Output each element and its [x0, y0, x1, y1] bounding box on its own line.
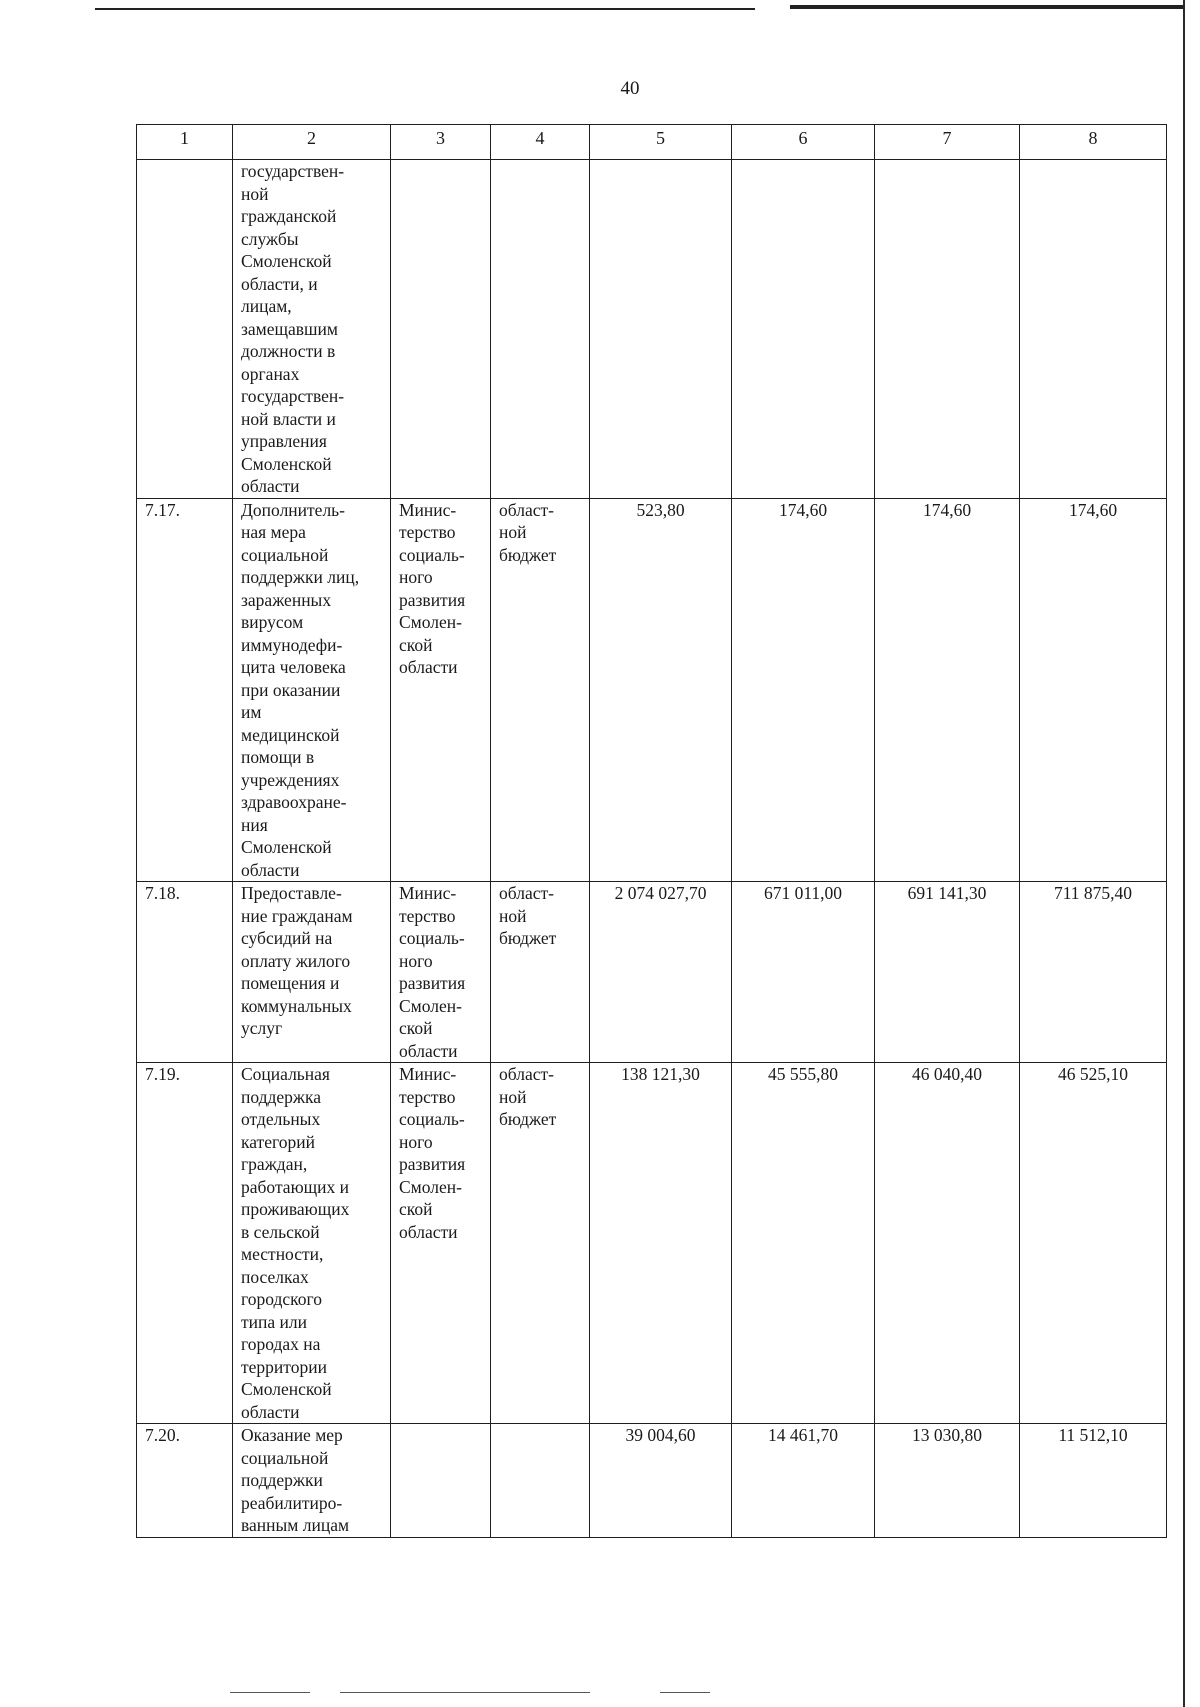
measure-name-line: Смоленской — [241, 251, 332, 271]
measure-name-line: иммунодефи- — [241, 634, 343, 655]
executor — [391, 882, 491, 1063]
measure-name-line: городского — [241, 1289, 323, 1309]
executor-line: ской — [399, 1018, 433, 1038]
scan-top-line-right — [790, 5, 1185, 9]
page-number: 40 — [620, 78, 640, 99]
measure-name-line: Предоставле- — [241, 883, 342, 903]
table-row — [137, 1063, 1167, 1424]
scan-bottom-line-1 — [230, 1692, 310, 1693]
executor-line: Смолен- — [399, 995, 462, 1016]
header-row — [137, 125, 1167, 160]
measure-name-line: области — [241, 1401, 300, 1422]
measure-name-line: ная мера — [241, 522, 306, 542]
measure-name-line: ной — [241, 183, 269, 204]
amount-year-2: 46 040,40 — [875, 1063, 1020, 1424]
measure-name — [233, 882, 391, 1063]
amount-year-3 — [1020, 160, 1167, 499]
amount-year-1: 174,60 — [732, 498, 875, 882]
measure-name-line: поддержка — [241, 1086, 322, 1107]
measure-name-line: услуг — [241, 1018, 283, 1038]
measure-name-line: ния — [241, 814, 268, 835]
executor-line: развития — [399, 973, 466, 993]
header-cell: 2 — [233, 125, 391, 160]
header-cell: 1 — [137, 125, 233, 160]
measure-name-line: местности, — [241, 1244, 324, 1264]
measure-name — [233, 498, 391, 882]
header-cell: 4 — [491, 125, 590, 160]
executor-line: терство — [399, 1086, 456, 1107]
funding-source-line: бюджет — [499, 544, 557, 565]
amount-year-3: 174,60 — [1020, 498, 1167, 882]
row-number: 7.20. — [137, 1424, 233, 1538]
executor-line: ного — [399, 950, 433, 971]
amount-total: 2 074 027,70 — [590, 882, 732, 1063]
amount-year-3: 11 512,10 — [1020, 1424, 1167, 1538]
amount-year-3: 711 875,40 — [1020, 882, 1167, 1063]
measure-name-line: управления — [241, 431, 327, 451]
funding-source — [491, 498, 590, 882]
header-cell: 8 — [1020, 125, 1167, 160]
amount-year-3: 46 525,10 — [1020, 1063, 1167, 1424]
measure-name-line: Социальная — [241, 1064, 330, 1084]
row-number: 7.18. — [137, 882, 233, 1063]
funding-source-line: ной — [499, 522, 527, 542]
amount-total — [590, 160, 732, 499]
measure-name — [233, 160, 391, 499]
executor-line: области — [399, 1221, 458, 1242]
measure-name-line: при оказании — [241, 679, 341, 700]
executor-line: развития — [399, 1154, 466, 1174]
executor-line: области — [399, 1040, 458, 1061]
table-body — [137, 160, 1167, 1538]
row-number: 7.17. — [137, 498, 233, 882]
measure-name-line: государствен- — [241, 386, 345, 406]
measure-name-line: оплату жилого — [241, 950, 351, 971]
funding-source-line: ной — [499, 905, 527, 926]
executor-line: ного — [399, 1131, 433, 1152]
measure-name-line: здравоохране- — [241, 792, 347, 812]
measure-name-line: типа или — [241, 1311, 307, 1332]
executor-line: социаль- — [399, 928, 465, 948]
executor-line: Минис- — [399, 883, 457, 903]
amount-year-2: 13 030,80 — [875, 1424, 1020, 1538]
funding-source-line: бюджет — [499, 1109, 557, 1129]
amount-year-2: 691 141,30 — [875, 882, 1020, 1063]
amount-year-1: 45 555,80 — [732, 1063, 875, 1424]
measure-name-line: ние гражданам — [241, 905, 353, 926]
measure-name-line: субсидий на — [241, 928, 333, 948]
measure-name-line: зараженных — [241, 589, 332, 610]
funding-source-line: област- — [499, 883, 554, 903]
amount-total: 523,80 — [590, 498, 732, 882]
row-number: 7.19. — [137, 1063, 233, 1424]
funding-source — [491, 1424, 590, 1538]
executor-line: Минис- — [399, 499, 457, 520]
budget-table — [136, 124, 1167, 1538]
measure-name-line: поселках — [241, 1266, 309, 1287]
executor-line: Смолен- — [399, 1176, 462, 1197]
executor — [391, 1063, 491, 1424]
measure-name-line: проживающих — [241, 1199, 350, 1219]
measure-name-line: территории — [241, 1356, 327, 1377]
header-cell: 3 — [391, 125, 491, 160]
executor-line: развития — [399, 589, 466, 610]
measure-name-line: ной власти и — [241, 408, 336, 429]
measure-name-line: работающих и — [241, 1176, 349, 1197]
measure-name-line: Оказание мер — [241, 1425, 343, 1445]
measure-name-line: области — [241, 476, 300, 496]
amount-total: 39 004,60 — [590, 1424, 732, 1538]
measure-name-line: учреждениях — [241, 769, 340, 790]
funding-source — [491, 160, 590, 499]
measure-name-line: лицам, — [241, 296, 292, 316]
header-cell: 6 — [732, 125, 875, 160]
measure-name-line: ванным лицам — [241, 1515, 350, 1535]
measure-name-line: в сельской — [241, 1221, 320, 1242]
measure-name-line: поддержки — [241, 1470, 323, 1490]
scan-top-line-left — [95, 8, 755, 10]
measure-name — [233, 1063, 391, 1424]
executor-line: Смолен- — [399, 612, 462, 632]
measure-name-line: социальной — [241, 544, 329, 565]
measure-name-line: Смоленской — [241, 1379, 332, 1399]
measure-name-line: гражданской — [241, 206, 337, 226]
funding-source — [491, 1063, 590, 1424]
executor-line: области — [399, 657, 458, 677]
header-cell: 5 — [590, 125, 732, 160]
measure-name-line: Смоленской — [241, 837, 332, 857]
measure-name-line: вирусом — [241, 612, 304, 632]
amount-total: 138 121,30 — [590, 1063, 732, 1424]
executor-line: терство — [399, 905, 456, 926]
scan-right-edge — [1183, 0, 1185, 1707]
measure-name-line: органах — [241, 363, 300, 384]
executor-line: социаль- — [399, 544, 465, 565]
row-number — [137, 160, 233, 499]
measure-name-line: помощи в — [241, 747, 315, 767]
measure-name-line: замещавшим — [241, 318, 338, 339]
measure-name-line: граждан, — [241, 1154, 308, 1174]
executor — [391, 160, 491, 499]
measure-name-line: отдельных — [241, 1109, 321, 1129]
measure-name-line: категорий — [241, 1131, 315, 1152]
executor-line: ного — [399, 567, 433, 587]
measure-name-line: цита человека — [241, 657, 346, 677]
executor-line: Минис- — [399, 1064, 457, 1084]
funding-source-line: бюджет — [499, 928, 557, 948]
executor — [391, 498, 491, 882]
measure-name-line: реабилитиро- — [241, 1492, 343, 1513]
funding-source-line: област- — [499, 499, 554, 520]
measure-name-line: Дополнитель- — [241, 499, 345, 520]
amount-year-1: 14 461,70 — [732, 1424, 875, 1538]
funding-source-line: ной — [499, 1086, 527, 1107]
measure-name-line: им — [241, 702, 262, 722]
table-row — [137, 498, 1167, 882]
measure-name-line: области, и — [241, 273, 318, 294]
measure-name-line: государствен- — [241, 161, 345, 181]
amount-year-2 — [875, 160, 1020, 499]
measure-name — [233, 1424, 391, 1538]
amount-year-1 — [732, 160, 875, 499]
scan-bottom-line-3 — [660, 1692, 710, 1693]
measure-name-line: службы — [241, 228, 299, 249]
scan-bottom-line-2 — [340, 1692, 590, 1693]
executor — [391, 1424, 491, 1538]
executor-line: ской — [399, 1199, 433, 1219]
executor-line: ской — [399, 634, 433, 655]
amount-year-1: 671 011,00 — [732, 882, 875, 1063]
table-row — [137, 1424, 1167, 1538]
measure-name-line: медицинской — [241, 724, 340, 745]
amount-year-2: 174,60 — [875, 498, 1020, 882]
measure-name-line: помещения и — [241, 973, 340, 993]
measure-name-line: должности в — [241, 341, 336, 361]
measure-name-line: области — [241, 859, 300, 880]
table-row — [137, 160, 1167, 499]
measure-name-line: социальной — [241, 1447, 329, 1468]
funding-source-line: област- — [499, 1064, 554, 1084]
executor-line: терство — [399, 522, 456, 542]
measure-name-line: поддержки лиц, — [241, 567, 360, 587]
table-row — [137, 882, 1167, 1063]
funding-source — [491, 882, 590, 1063]
header-cell: 7 — [875, 125, 1020, 160]
executor-line: социаль- — [399, 1109, 465, 1129]
measure-name-line: Смоленской — [241, 453, 332, 474]
measure-name-line: коммунальных — [241, 995, 352, 1016]
measure-name-line: городах на — [241, 1334, 321, 1354]
